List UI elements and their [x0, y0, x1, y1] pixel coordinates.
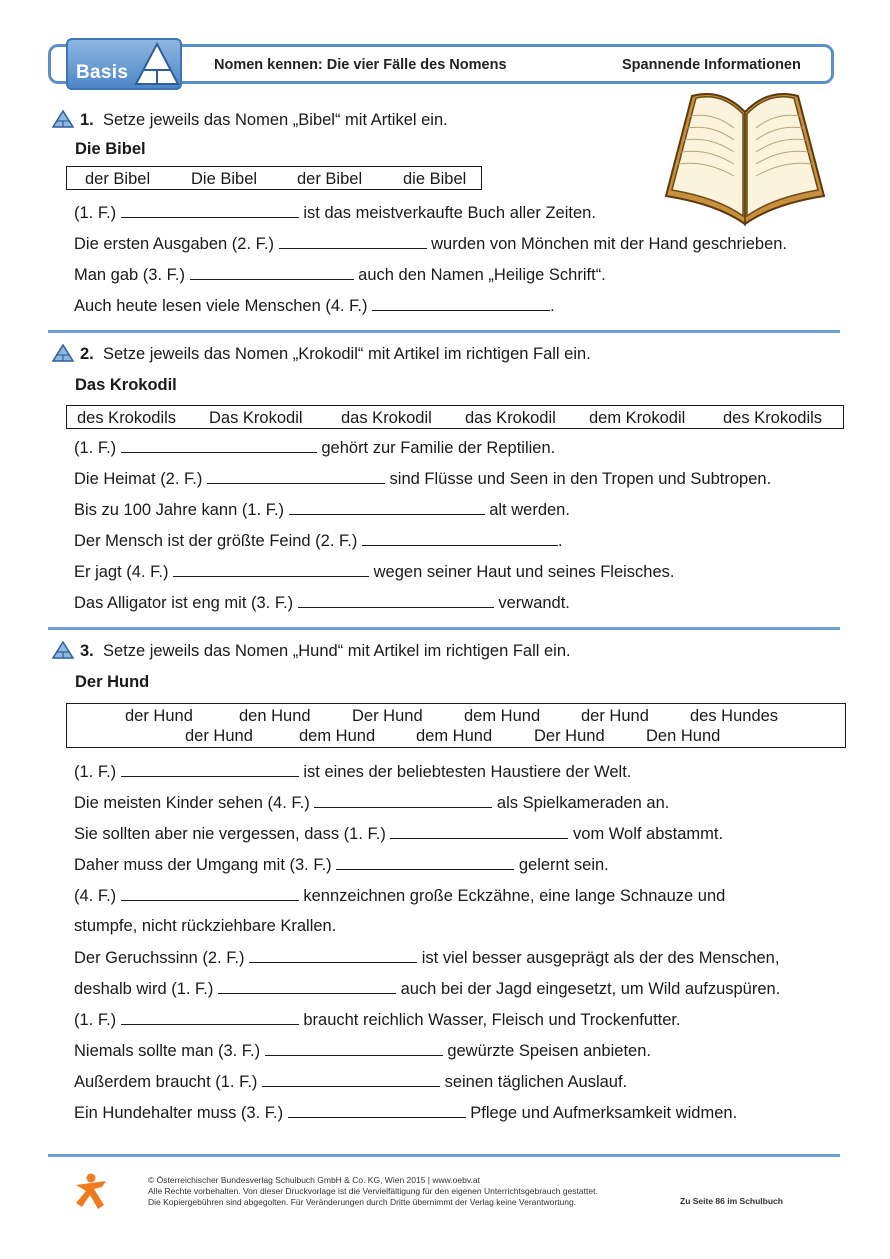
sentence: Ein Hundehalter muss (3. F.) Pflege und Aufmerksamkeit widmen. [74, 1104, 738, 1122]
task3-heading [80, 642, 571, 661]
footer-rights: Alle Rechte vorbehalten. Von dieser Druckvorlage ist die Vervielfältigung für den eigenen Unterrichtsgebrauch gestattet. [148, 1186, 598, 1196]
noun-title: Die Bibel [75, 140, 146, 158]
header-title: Nomen kennen: Die vier Fälle des Nomens [214, 57, 507, 73]
sentence: Sie sollten aber nie vergessen, dass (1. F.) vom Wolf abstammt. [74, 825, 724, 843]
word-option: der Bibel [85, 170, 151, 188]
word-option: die Bibel [403, 170, 467, 188]
sentence: Die Heimat (2. F.) sind Flüsse und Seen in den Tropen und Subtropen. [74, 470, 772, 488]
sentence: Das Alligator ist eng mit (3. F.) verwandt. [74, 594, 570, 612]
answer-blank[interactable] [121, 438, 317, 453]
word-box [66, 166, 482, 190]
sentence: (4. F.) kennzeichnen große Eckzähne, eine lange Schnauze und [74, 887, 726, 905]
task-instruction: Setze jeweils das Nomen „Bibel“ mit Artikel ein. [102, 111, 448, 129]
sentence: Die meisten Kinder sehen (4. F.) als Spielkameraden an. [74, 794, 670, 812]
word-option: Den Hund [646, 727, 721, 745]
sentence: (1. F.) braucht reichlich Wasser, Fleisch und Trockenfutter. [74, 1011, 681, 1029]
word-option: des Hundes [690, 707, 779, 725]
noun-title: Der Hund [75, 673, 150, 691]
answer-blank[interactable] [298, 593, 494, 608]
answer-blank[interactable] [218, 979, 396, 994]
sentence: Niemals sollte man (3. F.) gewürzte Speisen anbieten. [74, 1042, 651, 1060]
answer-blank[interactable] [121, 203, 299, 218]
sentence: Der Geruchssinn (2. F.) ist viel besser ausgeprägt als der des Menschen, [74, 949, 780, 967]
answer-blank[interactable] [390, 824, 568, 839]
task2-heading [80, 345, 591, 364]
word-option: der Bibel [297, 170, 363, 188]
word-option: des Krokodils [77, 409, 177, 427]
word-option: dem Hund [299, 727, 376, 745]
word-option: Das Krokodil [209, 409, 303, 427]
sentence: Auch heute lesen viele Menschen (4. F.) . [74, 297, 555, 315]
basis-level-icon [134, 42, 180, 86]
section-divider [48, 330, 840, 333]
header-category: Spannende Informationen [622, 57, 801, 73]
answer-blank[interactable] [173, 562, 369, 577]
answer-blank[interactable] [336, 855, 514, 870]
word-option: des Krokodils [723, 409, 823, 427]
answer-blank[interactable] [121, 1010, 299, 1025]
task-number: 1. [80, 111, 94, 129]
answer-blank[interactable] [265, 1041, 443, 1056]
sentence: (1. F.) gehört zur Familie der Reptilien. [74, 439, 556, 457]
task-instruction: Setze jeweils das Nomen „Krokodil“ mit Artikel im richtigen Fall ein. [102, 345, 591, 363]
sentence: Die ersten Ausgaben (2. F.) wurden von Mönchen mit der Hand geschrieben. [74, 235, 788, 253]
word-option: den Hund [239, 707, 311, 725]
publisher-logo-icon [72, 1173, 110, 1211]
word-box [66, 405, 844, 429]
answer-blank[interactable] [190, 265, 354, 280]
word-option: Der Hund [352, 707, 423, 725]
open-book-illustration [662, 86, 828, 226]
answer-blank[interactable] [362, 531, 558, 546]
word-option: dem Krokodil [589, 409, 686, 427]
word-option: Die Bibel [191, 170, 258, 188]
word-box [66, 703, 846, 748]
word-option: dem Hund [416, 727, 493, 745]
footer-divider [48, 1154, 840, 1157]
task-number: 3. [80, 642, 94, 660]
answer-blank[interactable] [121, 762, 299, 777]
noun-title: Das Krokodil [75, 376, 177, 394]
word-option: dem Hund [464, 707, 541, 725]
answer-blank[interactable] [262, 1072, 440, 1087]
sentence: stumpfe, nicht rückziehbare Krallen. [74, 917, 337, 935]
sentence: (1. F.) ist das meistverkaufte Buch aller Zeiten. [74, 204, 596, 222]
word-option: Der Hund [534, 727, 605, 745]
word-option: der Hund [185, 727, 253, 745]
answer-blank[interactable] [279, 234, 427, 249]
footer-copyright: © Österreichischer Bundesverlag Schulbuch GmbH & Co. KG, Wien 2015 | www.oebv.at [148, 1175, 480, 1185]
word-option: das Krokodil [341, 409, 432, 427]
sentence: (1. F.) ist eines der beliebtesten Haustiere der Welt. [74, 763, 632, 781]
task-number: 2. [80, 345, 94, 363]
answer-blank[interactable] [288, 1103, 466, 1118]
task-instruction: Setze jeweils das Nomen „Hund“ mit Artikel im richtigen Fall ein. [102, 642, 571, 660]
sentence: Außerdem braucht (1. F.) seinen täglichen Auslauf. [74, 1073, 628, 1091]
sentence: Er jagt (4. F.) wegen seiner Haut und seines Fleisches. [74, 563, 675, 581]
footer-disclaimer: Die Kopiergebühren sind abgegolten. Für Veränderungen durch Dritte übernimmt der Verlag keine Verantwortung. [148, 1197, 577, 1207]
sentence: Der Mensch ist der größte Feind (2. F.) . [74, 532, 563, 550]
word-option: das Krokodil [465, 409, 556, 427]
sentence: Daher muss der Umgang mit (3. F.) gelernt sein. [74, 856, 609, 874]
answer-blank[interactable] [249, 948, 417, 963]
answer-blank[interactable] [289, 500, 485, 515]
sentence: Man gab (3. F.) auch den Namen „Heilige Schrift“. [74, 266, 606, 284]
basis-level-icon [52, 641, 74, 659]
basis-level-icon [52, 110, 74, 128]
section-divider [48, 627, 840, 630]
footer-reference: Zu Seite 86 im Schulbuch [680, 1196, 783, 1206]
answer-blank[interactable] [372, 296, 550, 311]
answer-blank[interactable] [314, 793, 492, 808]
task1-heading [80, 111, 448, 130]
answer-blank[interactable] [207, 469, 385, 484]
basis-label: Basis [76, 62, 129, 83]
basis-level-icon [52, 344, 74, 362]
word-option: der Hund [125, 707, 193, 725]
sentence: Bis zu 100 Jahre kann (1. F.) alt werden. [74, 501, 570, 519]
word-option: der Hund [581, 707, 649, 725]
answer-blank[interactable] [121, 886, 299, 901]
sentence: deshalb wird (1. F.) auch bei der Jagd eingesetzt, um Wild aufzuspüren. [74, 980, 781, 998]
